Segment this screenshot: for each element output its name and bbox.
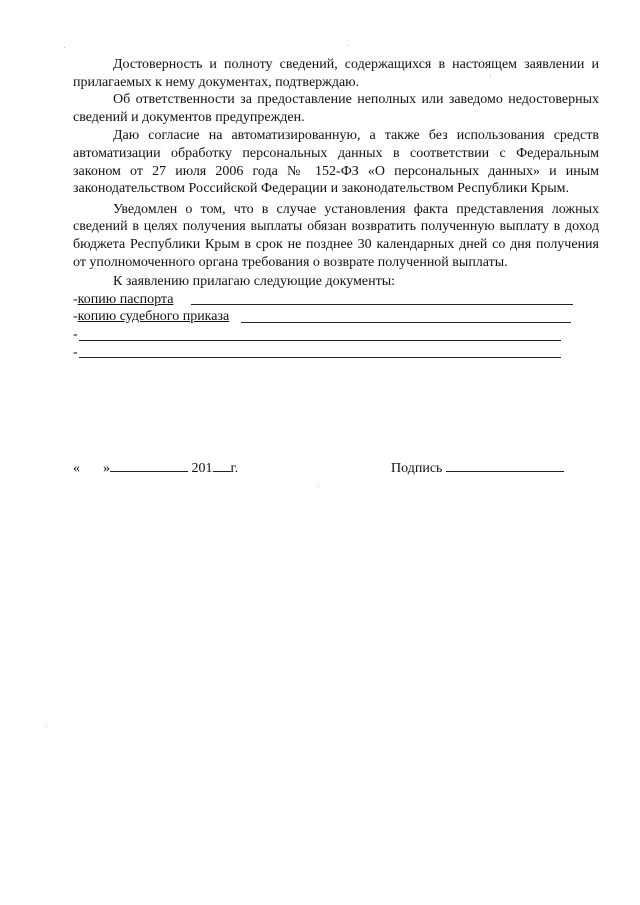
date-year-suffix: г. — [230, 461, 239, 476]
signature-field[interactable] — [391, 457, 564, 477]
attachment-text: копию паспорта — [77, 291, 174, 307]
date-year-prefix: 201 — [191, 461, 213, 476]
paragraph-responsibility: Об ответственности за предоставление неполных или заведомо недостоверных сведений и документов предупрежден. — [73, 92, 599, 125]
attachment-fill-line — [79, 340, 561, 341]
date-day-month-blank[interactable] — [110, 457, 188, 472]
attachments-list — [73, 291, 599, 361]
signature-footer — [73, 457, 573, 477]
attachment-fill-line — [191, 304, 573, 305]
paragraph-consent: Даю согласие на автоматизированную, а также без использования средств автоматизации обработку персональных данных в соответствии с Федеральным законом от 27 июля 2006 года № 152-ФЗ «О персональных данных» и иным законодательством Российской Федерации и законодательством Республики Крым. — [73, 128, 599, 197]
attachment-line-1[interactable] — [73, 291, 599, 309]
attachment-dash: - — [73, 291, 78, 307]
date-year-blank[interactable] — [213, 457, 231, 472]
scan-speck — [318, 486, 319, 487]
scan-speck — [64, 47, 65, 48]
attachments-intro: К заявлению прилагаю следующие документы: — [113, 274, 396, 290]
attachment-dash: - — [73, 344, 78, 360]
date-quote-close: » — [103, 461, 110, 476]
scan-speck — [347, 45, 348, 46]
scan-speck — [490, 76, 491, 77]
attachment-line-3[interactable] — [73, 326, 599, 344]
attachment-fill-line — [79, 357, 561, 358]
scan-speck — [46, 726, 47, 727]
attachment-text: копию судебного приказа — [77, 309, 230, 325]
signature-label: Подпись — [391, 461, 443, 476]
document-body — [73, 56, 599, 361]
date-quote-open: « — [73, 461, 80, 476]
signature-blank[interactable] — [446, 457, 564, 472]
attachment-dash: - — [73, 309, 78, 325]
attachment-dash: - — [73, 326, 78, 342]
attachment-fill-line — [241, 322, 571, 323]
attachment-line-2[interactable] — [73, 308, 599, 326]
attachment-line-4[interactable] — [73, 344, 599, 362]
paragraph-confirmation: Достоверность и полноту сведений, содержащихся в настоящем заявлении и прилагаемых к нему документах, подтверждаю. — [73, 57, 599, 90]
date-field[interactable] — [73, 457, 238, 477]
paragraph-notification: Уведомлен о том, что в случае установления факта представления ложных сведений в целях получения выплаты обязан возвратить полученную выплату в доход бюджета Республики Крым в срок не позднее 30 календарных дней со дня получения от уполномоченного органа требования о возврате полученной выплаты. — [73, 201, 599, 270]
